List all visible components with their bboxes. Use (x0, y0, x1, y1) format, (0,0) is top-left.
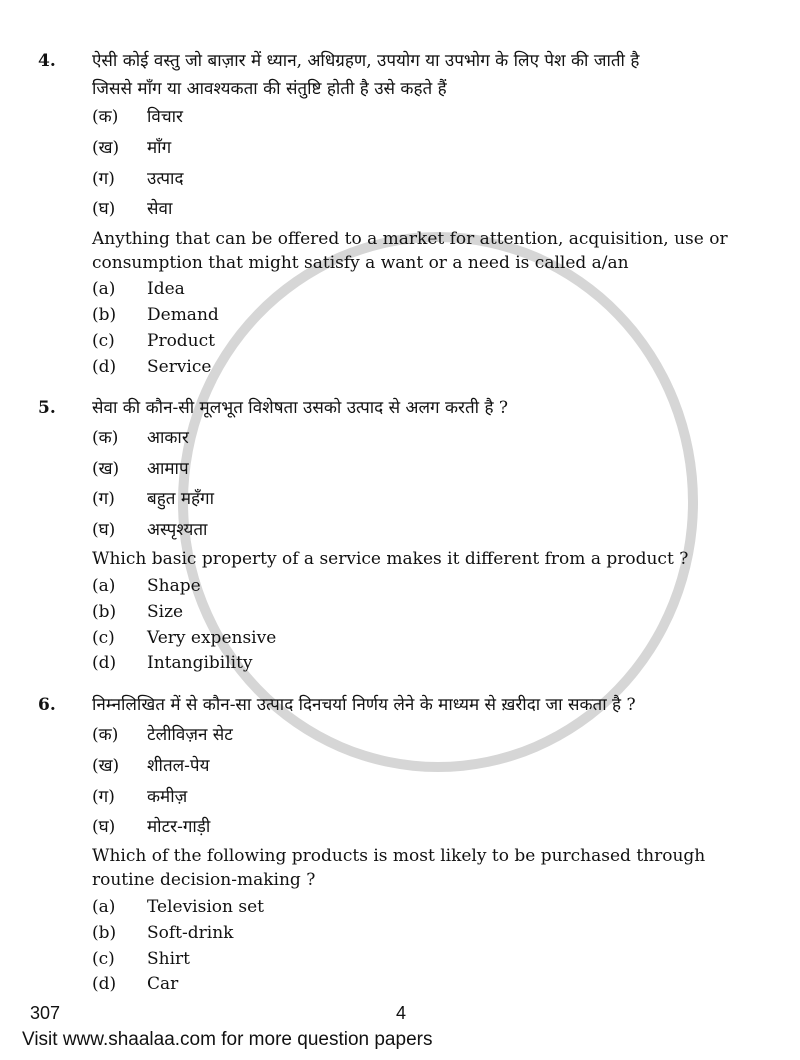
option-text-hindi: शीतल-पेय (147, 756, 210, 776)
option-label-english: (d) (92, 974, 117, 994)
option-label-hindi: (ग) (92, 787, 115, 807)
paper-code: 307 (30, 1003, 61, 1023)
option-label-english: (b) (92, 602, 117, 622)
option-text-english: Shirt (147, 949, 190, 969)
question-text-hindi: जिससे माँग या आवश्यकता की संतुष्टि होती है उसे कहते हैं (92, 79, 447, 99)
option-text-english: Television set (147, 897, 264, 917)
option-text-english: Shape (147, 576, 201, 596)
option-label-english: (a) (92, 279, 116, 299)
question-text-english: consumption that might satisfy a want or a need is called a/an (92, 253, 629, 273)
question-text-hindi: सेवा की कौन-सी मूलभूत विशेषता उसको उत्पाद से अलग करती है ? (92, 398, 509, 418)
question-text-english: Which of the following products is most likely to be purchased through (92, 846, 706, 866)
option-text-hindi: उत्पाद (147, 169, 184, 189)
option-label-hindi: (ख) (92, 459, 120, 479)
question-text-hindi: ऐसी कोई वस्तु जो बाज़ार में ध्यान, अधिग्रहण, उपयोग या उपभोग के लिए पेश की जाती है (92, 51, 640, 71)
option-label-hindi: (घ) (92, 199, 116, 219)
option-text-hindi: आमाप (147, 459, 189, 479)
question-text-hindi: निम्नलिखित में से कौन-सा उत्पाद दिनचर्या निर्णय लेने के माध्यम से ख़रीदा जा सकता है ? (92, 695, 636, 715)
option-text-hindi: विचार (147, 107, 184, 127)
option-label-hindi: (घ) (92, 817, 116, 837)
option-text-hindi: माँग (147, 138, 172, 158)
option-text-hindi: आकार (147, 428, 189, 448)
option-text-hindi: कमीज़ (147, 787, 188, 807)
option-label-hindi: (क) (92, 725, 119, 745)
option-label-hindi: (ख) (92, 138, 120, 158)
question-number: 4. (38, 51, 56, 71)
option-text-english: Size (147, 602, 184, 622)
option-text-english: Idea (147, 279, 185, 299)
option-label-hindi: (ख) (92, 756, 120, 776)
question-text-english: Which basic property of a service makes it different from a product ? (92, 549, 689, 569)
option-text-hindi: टेलीविज़न सेट (147, 725, 233, 745)
question-text-english: routine decision-making ? (92, 870, 316, 890)
option-label-english: (b) (92, 923, 117, 943)
question-number: 6. (38, 695, 56, 715)
option-text-english: Intangibility (147, 653, 253, 673)
option-label-english: (d) (92, 653, 117, 673)
question-number: 5. (38, 398, 56, 418)
option-label-hindi: (घ) (92, 520, 116, 540)
option-label-english: (a) (92, 897, 116, 917)
option-label-hindi: (क) (92, 107, 119, 127)
option-label-english: (b) (92, 305, 117, 325)
page-number: 4 (396, 1003, 407, 1023)
option-label-english: (c) (92, 331, 115, 351)
option-label-english: (d) (92, 357, 117, 377)
option-text-english: Very expensive (147, 628, 277, 648)
option-label-hindi: (क) (92, 428, 119, 448)
option-text-hindi: अस्पृश्यता (147, 520, 208, 540)
option-label-english: (a) (92, 576, 116, 596)
option-label-hindi: (ग) (92, 489, 115, 509)
option-text-english: Car (147, 974, 179, 994)
option-label-hindi: (ग) (92, 169, 115, 189)
option-label-english: (c) (92, 949, 115, 969)
option-text-hindi: मोटर-गाड़ी (147, 817, 211, 837)
option-text-hindi: बहुत महँगा (147, 489, 214, 509)
question-text-english: Anything that can be offered to a market for attention, acquisition, use or (92, 229, 728, 249)
option-label-english: (c) (92, 628, 115, 648)
option-text-english: Service (147, 357, 212, 377)
visit-link[interactable]: Visit www.shaalaa.com for more question papers (22, 1029, 433, 1050)
option-text-hindi: सेवा (147, 199, 173, 219)
option-text-english: Product (147, 331, 215, 351)
option-text-english: Demand (147, 305, 219, 325)
option-text-english: Soft-drink (147, 923, 234, 943)
